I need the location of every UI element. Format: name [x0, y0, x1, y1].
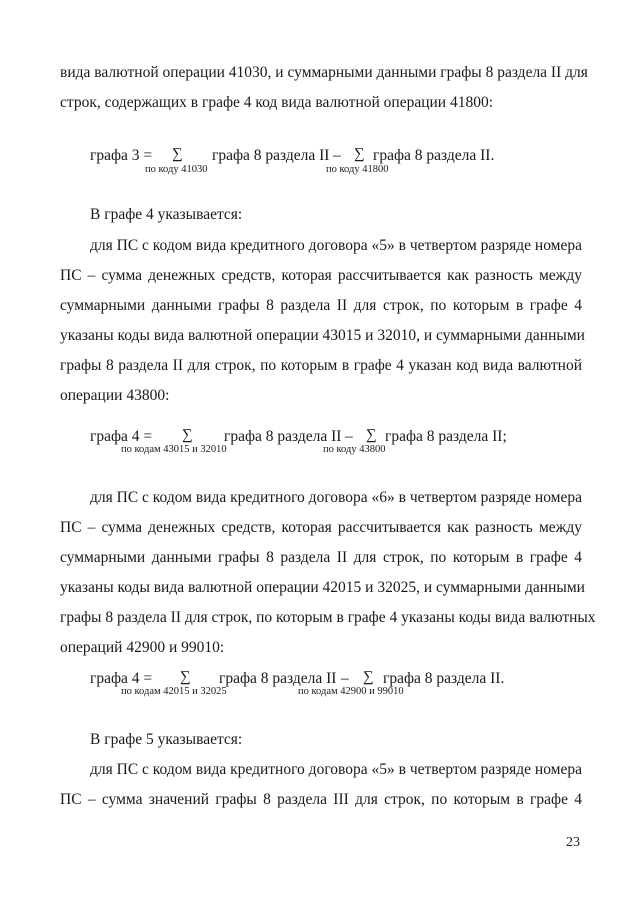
text-line: В графе 5 указывается: [90, 731, 243, 748]
formula-lhs: графа 4 = [90, 428, 153, 445]
formula-term: графа 8 раздела II [224, 428, 342, 445]
text-line: ПС – сумма денежных средств, которая рассчитывается как разность между [60, 519, 582, 536]
sum-subscript: по коду 41800 [326, 164, 389, 175]
sum-symbol: ∑ [172, 146, 183, 162]
sum-symbol: ∑ [366, 427, 377, 443]
formula-term: графа 8 раздела II [219, 670, 337, 687]
page-number: 23 [566, 835, 580, 850]
text-line: ПС – сумма значений графы 8 раздела III для строк, по которым в графе 4 [60, 791, 582, 808]
minus-sign: – [341, 670, 349, 687]
text-line: операций 42900 и 99010: [60, 639, 225, 656]
sum-subscript: по кодам 42900 и 99010 [298, 686, 404, 697]
text-line: вида валютной операции 41030, и суммарными данными графы 8 раздела II для [60, 64, 588, 81]
sum-subscript: по кодам 42015 и 32025 [121, 686, 227, 697]
text-line: графы 8 раздела II для строк, по которым в графе 4 указаны коды вида валютных [60, 609, 596, 626]
text-line: строк, содержащих в графе 4 код вида валютной операции 41800: [60, 94, 494, 111]
minus-sign: – [333, 147, 341, 164]
formula-term: графа 8 раздела II. [373, 147, 495, 164]
text-line: для ПС с кодом вида кредитного договора «5» в четвертом разряде номера [90, 761, 582, 778]
sum-symbol: ∑ [180, 669, 191, 685]
minus-sign: – [345, 428, 353, 445]
text-line: для ПС с кодом вида кредитного договора «5» в четвертом разряде номера [90, 237, 582, 254]
sum-subscript: по коду 43800 [323, 444, 386, 455]
text-line: ПС – сумма денежных средств, которая рассчитывается как разность между [60, 267, 582, 284]
formula-term: графа 8 раздела II [212, 147, 330, 164]
sum-subscript: по кодам 43015 и 32010 [121, 444, 227, 455]
formula-term: графа 8 раздела II; [385, 428, 507, 445]
formula-lhs: графа 3 = [90, 147, 153, 164]
text-line: суммарными данными графы 8 раздела II для строк, по которым в графе 4 [60, 297, 582, 314]
sum-subscript: по коду 41030 [145, 164, 208, 175]
text-line: для ПС с кодом вида кредитного договора «6» в четвертом разряде номера [90, 489, 582, 506]
sum-symbol: ∑ [182, 427, 193, 443]
text-line: операции 43800: [60, 387, 170, 404]
formula-term: графа 8 раздела II. [383, 670, 505, 687]
sum-symbol: ∑ [363, 669, 374, 685]
text-line: указаны коды вида валютной операции 42015 и 32025, и суммарными данными [60, 579, 585, 596]
text-line: графы 8 раздела II для строк, по которым в графе 4 указан код вида валютной [60, 357, 582, 374]
text-line: указаны коды вида валютной операции 43015 и 32010, и суммарными данными [60, 327, 585, 344]
sum-symbol: ∑ [354, 146, 365, 162]
text-line: суммарными данными графы 8 раздела II для строк, по которым в графе 4 [60, 549, 582, 566]
formula-lhs: графа 4 = [90, 670, 153, 687]
text-line: В графе 4 указывается: [90, 206, 243, 223]
